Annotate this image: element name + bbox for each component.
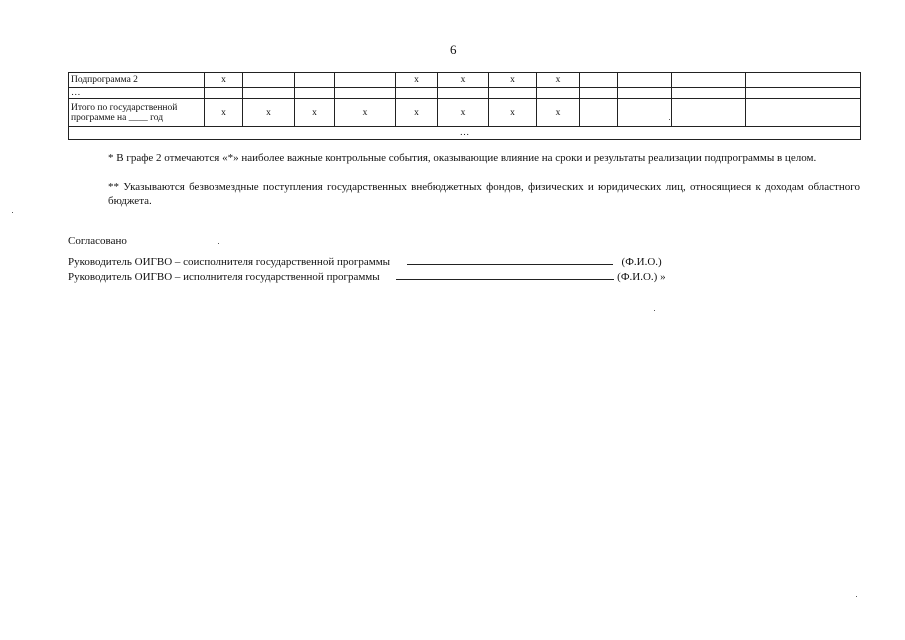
table-cell: x xyxy=(489,99,537,127)
signature-name-placeholder: (Ф.И.О.) xyxy=(621,256,662,268)
table-cell: x xyxy=(335,99,396,127)
table-cell xyxy=(580,88,618,99)
table-cell: x xyxy=(205,73,243,88)
table-row xyxy=(69,127,861,140)
table-cell: x xyxy=(438,99,489,127)
table-cell xyxy=(243,88,295,99)
table-cell: x xyxy=(243,99,295,127)
table-cell: x xyxy=(295,99,335,127)
table-cell xyxy=(205,88,243,99)
table-cell xyxy=(243,73,295,88)
row-label: Подпрограмма 2 xyxy=(69,73,205,88)
scan-speck xyxy=(12,212,13,213)
summary-table xyxy=(68,72,861,140)
footnote-1 xyxy=(68,151,860,165)
table-cell: x xyxy=(438,73,489,88)
table-cell: x xyxy=(205,99,243,127)
table-cell xyxy=(746,73,861,88)
signature-role-text: Руководитель ОИГВО – соисполнителя государственной программы xyxy=(68,256,391,268)
table-cell xyxy=(618,88,672,99)
table-cell: x xyxy=(396,73,438,88)
signature-blank xyxy=(407,253,613,265)
table-cell xyxy=(672,99,746,127)
table-cell xyxy=(746,88,861,99)
table-cell xyxy=(746,99,861,127)
table-cell: x xyxy=(396,99,438,127)
table-cell xyxy=(489,88,537,99)
table-cell: x xyxy=(537,99,580,127)
signature-line-executor xyxy=(68,268,666,283)
signature-blank xyxy=(396,268,614,280)
table-cell: x xyxy=(537,73,580,88)
scan-speck xyxy=(654,310,655,311)
scan-speck xyxy=(218,243,219,244)
scan-speck xyxy=(669,119,670,120)
row-label: Итого по государственной программе на ____ год xyxy=(69,99,205,127)
table-cell xyxy=(295,73,335,88)
footnote-2-text: ** Указываются безвозмездные поступления государственных внебюджетных фондов, физических и юридических лиц, относящиеся к доходам областного бюджета. xyxy=(108,181,860,207)
footnote-2 xyxy=(68,180,860,208)
table-cell xyxy=(335,88,396,99)
scan-speck xyxy=(856,596,857,597)
table-cell xyxy=(580,73,618,88)
table-cell xyxy=(396,88,438,99)
signature-role-text: Руководитель ОИГВО – исполнителя государственной программы xyxy=(68,271,380,283)
table-row xyxy=(69,88,861,99)
approval-title: Согласовано xyxy=(68,235,127,247)
table-cell xyxy=(580,99,618,127)
table-footer-dots: … xyxy=(69,127,861,140)
table-cell xyxy=(537,88,580,99)
table-cell xyxy=(672,88,746,99)
footnote-1-text: * В графе 2 отмечаются «*» наиболее важные контрольные события, оказывающие влияние на сроки и результаты реализации подпрограммы в целом. xyxy=(108,152,817,164)
table-cell xyxy=(335,73,396,88)
table-cell: x xyxy=(489,73,537,88)
page-number: 6 xyxy=(450,42,457,57)
table-cell xyxy=(618,99,672,127)
table-cell xyxy=(672,73,746,88)
table-row xyxy=(69,99,861,127)
table-row xyxy=(69,73,861,88)
row-label: … xyxy=(69,88,205,99)
table-cell xyxy=(618,73,672,88)
signature-line-coexecutor xyxy=(68,253,662,268)
table-cell xyxy=(438,88,489,99)
signature-name-placeholder: (Ф.И.О.) » xyxy=(617,271,666,283)
table-cell xyxy=(295,88,335,99)
